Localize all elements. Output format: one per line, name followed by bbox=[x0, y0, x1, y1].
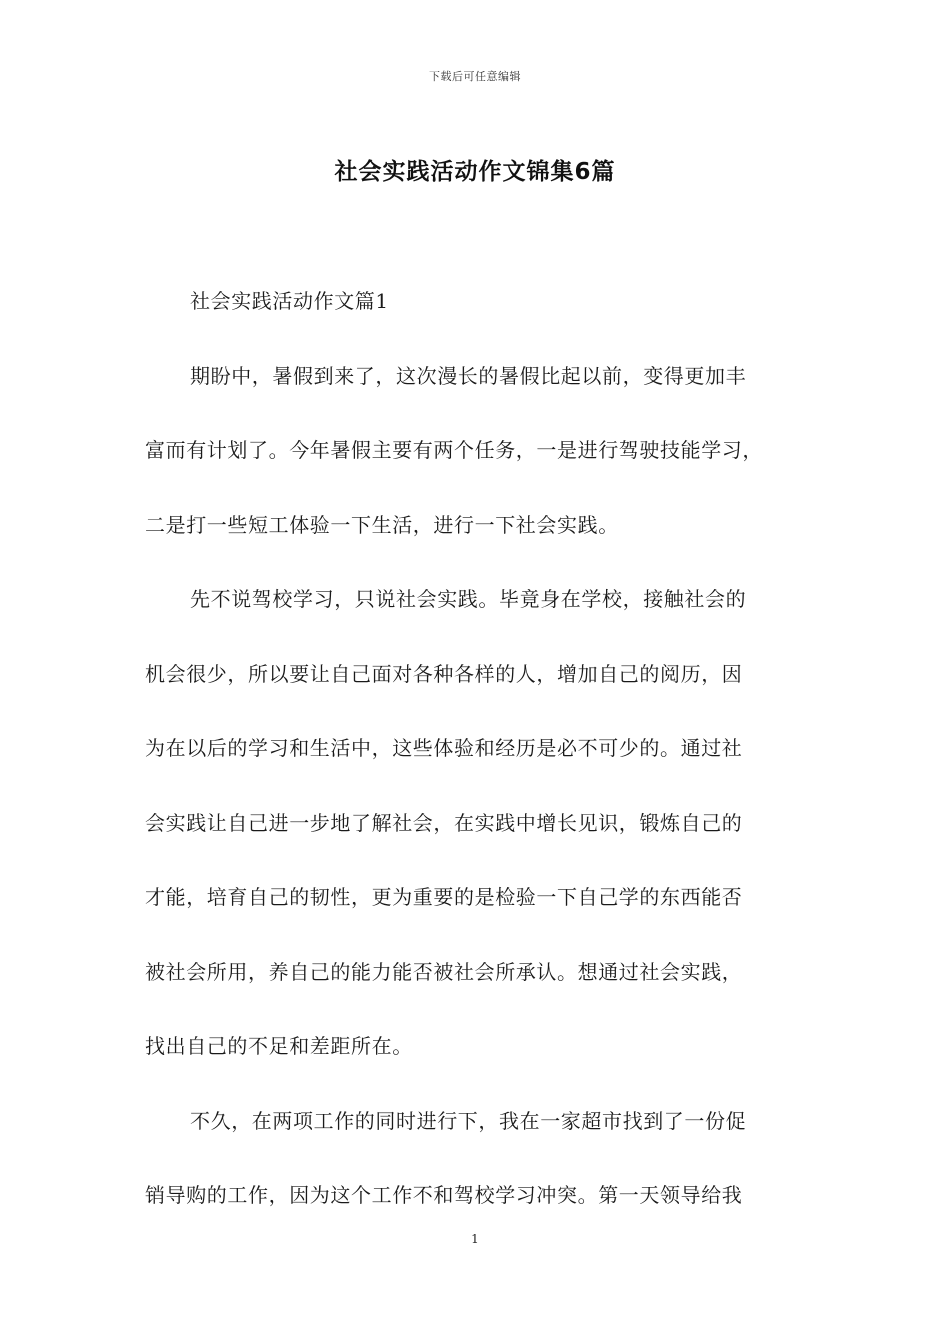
body-line: 找出自己的不足和差距所在。 bbox=[145, 1034, 413, 1058]
body-line: 期盼中，暑假到来了，这次漫长的暑假比起以前，变得更加丰 bbox=[190, 363, 747, 388]
body-line: 社会实践活动作文篇1 bbox=[190, 289, 389, 313]
body-line: 为在以后的学习和生活中，这些体验和经历是必不可少的。通过社 bbox=[145, 736, 743, 760]
body-line: 先不说驾校学习，只说社会实践。毕竟身在学校，接触社会的 bbox=[190, 587, 747, 611]
header-note: 下载后可任意编辑 bbox=[429, 70, 521, 83]
body-line: 销导购的工作，因为这个工作不和驾校学习冲突。第一天领导给我 bbox=[145, 1183, 743, 1207]
body-line: 被社会所用，养自己的能力能否被社会所承认。想通过社会实践， bbox=[145, 959, 743, 984]
body-line: 富而有计划了。今年暑假主要有两个任务，一是进行驾驶技能学习， bbox=[145, 438, 763, 462]
body-line: 不久，在两项工作的同时进行下，我在一家超市找到了一份促 bbox=[190, 1108, 747, 1133]
document-body bbox=[145, 278, 821, 1247]
body-line: 会实践让自己进一步地了解社会，在实践中增长见识，锻炼自己的 bbox=[145, 810, 743, 835]
document-title: 社会实践活动作文锦集6篇 bbox=[334, 159, 616, 185]
page-number: 1 bbox=[471, 1232, 479, 1246]
body-line: 二是打一些短工体验一下生活，进行一下社会实践。 bbox=[145, 512, 619, 537]
body-line: 才能，培育自己的韧性，更为重要的是检验一下自己学的东西能否 bbox=[145, 885, 743, 909]
body-line: 机会很少，所以要让自己面对各种各样的人，增加自己的阅历，因 bbox=[145, 661, 743, 686]
